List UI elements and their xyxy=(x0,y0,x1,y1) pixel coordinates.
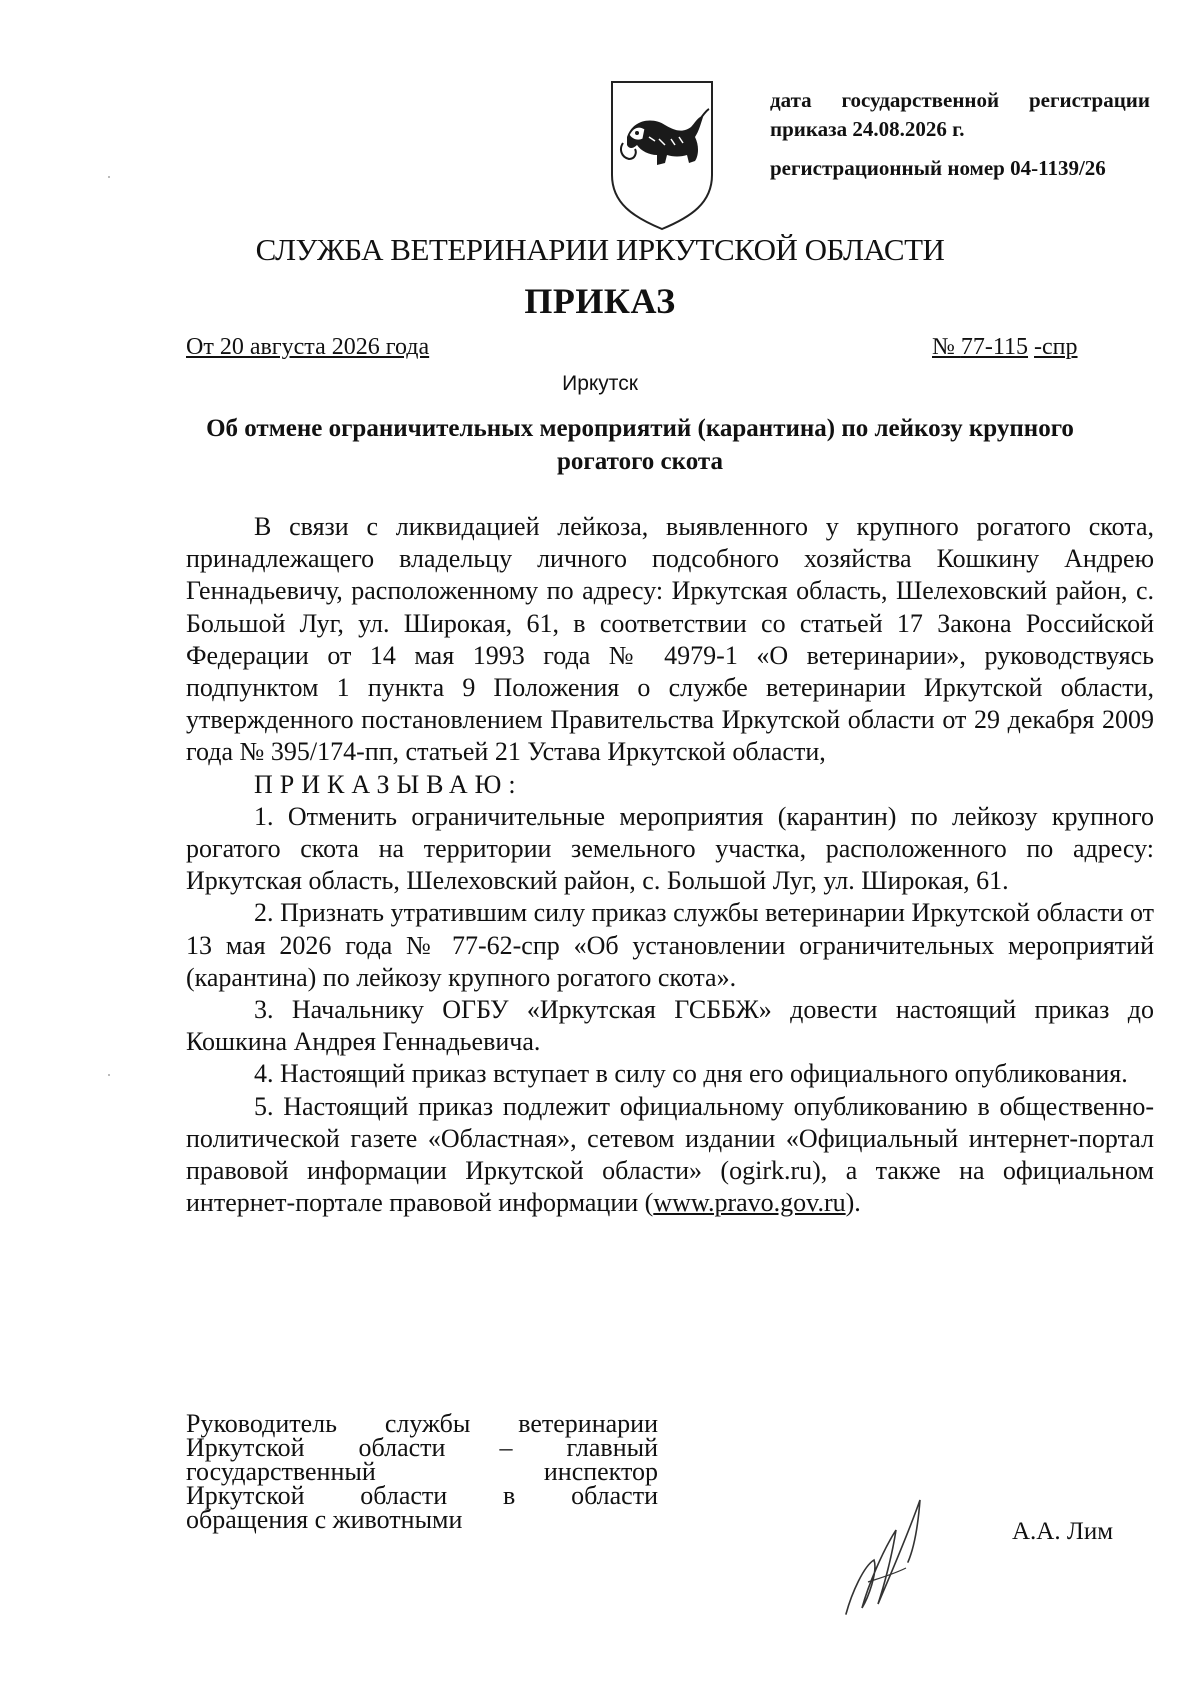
registration-date-label: дата государственной регистрации xyxy=(770,88,1150,112)
number-prefix: № xyxy=(932,334,961,360)
list-item: 4. Настоящий приказ вступает в силу со дня его официального опубликования. xyxy=(254,1059,1128,1089)
list-item: 1. Отменить ограничительные мероприятия (карантин) по лейкозу крупного рогатого скота на территории земельного участка, расположенного по адресу: Иркутская область, Шелеховский район, с. Большой Луг, ул. Широкая, 61. xyxy=(186,801,1154,896)
registration-date-value: приказа 24.08.2026 г. xyxy=(770,117,965,141)
publication-text: 5. Настоящий приказ подлежит официальному опубликованию в общественно-политической газете «Областная», сетевом издании «Официальный интернет-портал правовой информации Иркутской области» (ogirk.ru), а также на официальном интернет-портале правовой информации ( xyxy=(186,1091,1154,1218)
scan-speck xyxy=(108,1074,110,1076)
signatory-position xyxy=(186,1409,658,1534)
scan-speck xyxy=(108,176,110,178)
document-body xyxy=(186,511,1154,1219)
document-number xyxy=(932,334,1078,361)
document-subject: Об отмене ограничительных мероприятий (карантина) по лейкозу крупного рогатого скота xyxy=(206,415,1074,475)
city: Иркутск xyxy=(562,372,638,395)
signatory-position-line: государственный инспектор xyxy=(186,1457,658,1486)
signatory-position-line: обращения с животными xyxy=(186,1505,463,1534)
signatory-position-line: Иркутской области в области xyxy=(186,1481,658,1510)
signatory-name: А.А. Лим xyxy=(1012,1518,1114,1545)
number-value: 77-115 xyxy=(960,334,1029,360)
list-item: 3. Начальнику ОГБУ «Иркутская ГСББЖ» довести настоящий приказ до Кошкина Андрея Геннадьевича. xyxy=(186,995,1154,1057)
signatory-position-line: Иркутской области – главный xyxy=(186,1433,658,1462)
registration-number: регистрационный номер 04-1139/26 xyxy=(770,156,1106,180)
document-type: ПРИКАЗ xyxy=(524,281,676,321)
publication-end: ). xyxy=(845,1188,861,1218)
number-suffix: -спр xyxy=(1034,334,1078,360)
registration-stamp xyxy=(770,86,1150,183)
directive-word: ПРИКАЗЫВАЮ: xyxy=(254,769,523,799)
organization-name: СЛУЖБА ВЕТЕРИНАРИИ ИРКУТСКОЙ ОБЛАСТИ xyxy=(255,232,945,267)
handwritten-signature xyxy=(838,1482,948,1622)
coat-of-arms-emblem xyxy=(609,79,715,231)
document-date: От 20 августа 2026 года xyxy=(186,334,430,360)
list-item: 2. Признать утратившим силу приказ службы ветеринарии Иркутской области от 13 мая 2026 года № 77-62-спр «Об установлении ограничительных мероприятий (карантина) по лейкозу крупного рогатого скота». xyxy=(186,898,1154,992)
preamble-paragraph: В связи с ликвидацией лейкоза, выявленного у крупного рогатого скота, принадлежащего владельцу личного подсобного хозяйства Кошкину Андрею Геннадьевичу, расположенному по адресу: Иркутская область, Шелеховский район, с. Большой Луг, ул. Широкая, 61, в соответствии со статьей 17 Закона Российской Федерации от 14 мая 1993 года № 4979-1 «О ветеринарии», руководствуясь подпунктом 1 пункта 9 Положения о службе ветеринарии Иркутской области, утвержденного постановлением Правительства Иркутской области от 29 декабря 2009 года № 395/174-пп, статьей 21 Устава Иркутской области, xyxy=(186,512,1154,767)
signatory-position-line: Руководитель службы ветеринарии xyxy=(186,1409,658,1438)
list-item-publication xyxy=(186,1091,1154,1220)
pravo-link[interactable]: www.pravo.gov.ru xyxy=(653,1188,846,1218)
